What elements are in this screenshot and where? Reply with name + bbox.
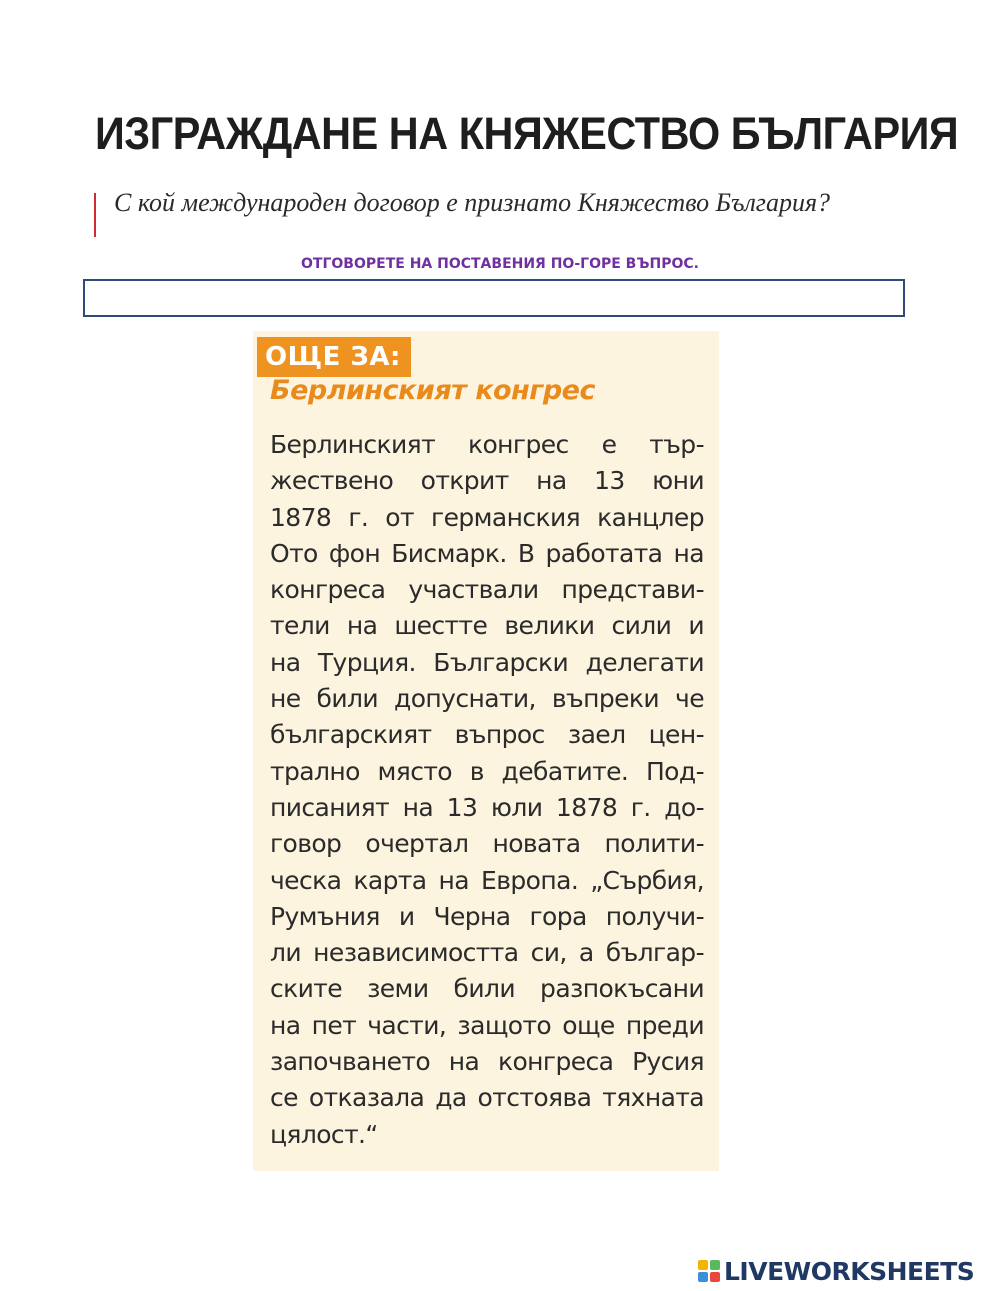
body-line: тели на шестте велики сили и: [270, 611, 704, 641]
page-title: ИЗГРАЖДАНЕ НА КНЯЖЕСТВО БЪЛГАРИЯ: [95, 108, 959, 159]
answer-input[interactable]: [83, 279, 905, 317]
body-line: конгреса участвали представи-: [270, 575, 704, 605]
body-line: българският въпрос заел цен-: [270, 720, 704, 750]
body-line: започването на конгреса Русия: [270, 1047, 704, 1077]
body-line: на пет части, защото още преди: [270, 1010, 704, 1040]
question-text: С кой международен договор е признато Княжество България?: [114, 188, 831, 217]
logo-icon: [698, 1260, 720, 1282]
body-line: говор очертал новата полити-: [270, 829, 704, 859]
body-line: на Турция. Български делегати: [270, 647, 704, 677]
instruction-text: ОТГОВОРЕТЕ НА ПОСТАВЕНИЯ ПО-ГОРЕ ВЪПРОС.: [301, 256, 699, 272]
body-line: ли независимостта си, а българ-: [270, 938, 704, 968]
body-line: ските земи били разпокъсани: [270, 974, 704, 1004]
body-line: Берлинският конгрес е тър-: [270, 430, 704, 459]
liveworksheets-logo: [698, 1257, 974, 1285]
question-accent-bar: [94, 193, 96, 237]
info-box-badge: ОЩЕ ЗА:: [257, 337, 411, 377]
body-line: цялост.“: [270, 1119, 378, 1149]
body-line: жествено открит на 13 юни: [270, 466, 704, 496]
logo-text: LIVEWORKSHEETS: [724, 1256, 975, 1286]
body-line: писаният на 13 юли 1878 г. до-: [270, 792, 704, 822]
body-line: ческа карта на Европа. „Сърбия,: [270, 865, 704, 895]
body-line: 1878 г. от германския канцлер: [270, 502, 704, 532]
body-line: не били допуснати, въпреки че: [270, 684, 704, 714]
body-line: се отказала да отстоява тяхната: [270, 1083, 704, 1113]
body-line: трално място в дебатите. Под-: [270, 756, 704, 786]
info-box-body: [270, 427, 704, 1153]
info-box: [253, 331, 719, 1171]
body-line: Ото фон Бисмарк. В работата на: [270, 538, 704, 568]
body-line: Румъния и Черна гора получи-: [270, 901, 704, 931]
info-box-heading: Берлинският конгрес: [270, 375, 595, 406]
